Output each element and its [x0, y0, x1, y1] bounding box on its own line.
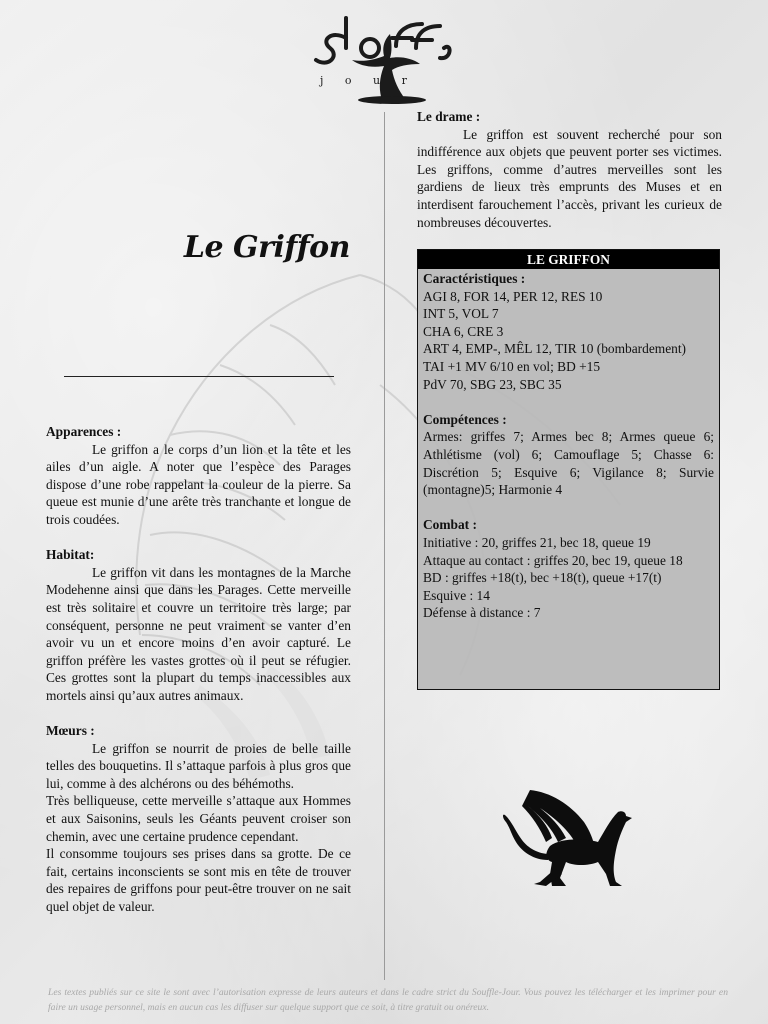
moeurs-text-2: Très belliqueuse, cette merveille s’attaque aux Hommes et aux Saisonins, seuls les Géants peuvent croiser son chemin, avec une certaine prudence cependant. [46, 793, 351, 844]
habitat-heading: Habitat: [46, 547, 95, 563]
competences-text: Armes: griffes 7; Armes bec 8; Armes queue 6; Athlétisme (vol) 6; Camouflage 5; Chasse 6: Discrétion 5; Esquive 6; Vigilance 8; Survie (montagne)5; Harmonie 4 [423, 429, 714, 498]
souffle-jour-logo [312, 8, 456, 106]
combat-line: Attaque au contact : griffes 20, bec 19, queue 18 [423, 552, 683, 568]
combat-heading: Combat : [423, 517, 477, 533]
competences-heading: Compétences : [423, 411, 507, 427]
column-divider [384, 112, 385, 980]
moeurs-heading: Mœurs : [46, 723, 95, 739]
drama-section [417, 108, 722, 231]
carac-line: INT 5, VOL 7 [423, 306, 499, 322]
combat-line: Initiative : 20, griffes 21, bec 18, queue 19 [423, 534, 651, 550]
apparences-text: Le griffon a le corps d’un lion et la tête et les ailes d’un aigle. A noter que l’espèce des Parages dispose d’une robe rappelant la couleur de la pierre. Sa queue est munie d’une arête très tranchante et longue de trois coudées. [46, 441, 351, 527]
griffin-silhouette-icon [500, 782, 635, 900]
carac-line: PdV 70, SBG 23, SBC 35 [423, 376, 562, 392]
carac-line: CHA 6, CRE 3 [423, 323, 504, 339]
combat-line: Défense à distance : 7 [423, 605, 541, 621]
carac-line: ART 4, EMP-, MÊL 12, TIR 10 (bombardement) [423, 341, 687, 357]
copyright-footer: Les textes publiés sur ce site le sont avec l’autorisation expresse de leurs auteurs et dans le cadre strict du Souffle-Jour. Vous pouvez les télécharger et les imprimer pour en faire un usage personnel, mais en aucun cas les diffuser sur quelque support que ce soit, à titre gratuit ou onéreux. [48, 987, 728, 1013]
stat-block [417, 249, 720, 690]
page-title: Le Griffon [183, 230, 350, 265]
stat-block-body [418, 269, 719, 622]
apparences-heading: Apparences : [46, 424, 122, 439]
carac-line: AGI 8, FOR 14, PER 12, RES 10 [423, 288, 603, 304]
drama-text: Le griffon est souvent recherché pour son indifférence aux objets que peuvent porter ses victimes. Les griffons, comme d’autres merveilles sont les gardiens de lieux très emprunts des Muses et en interdisent farouchement l’accès, privant les curieux de nombreuses découvertes. [417, 126, 722, 230]
caracteristiques-heading: Caractéristiques : [423, 271, 526, 286]
drama-heading: Le drame : [417, 109, 481, 124]
left-column [46, 423, 351, 916]
title-rule [64, 376, 334, 377]
combat-line: BD : griffes +18(t), bec +18(t), queue +17(t) [423, 570, 662, 586]
carac-line: TAI +1 MV 6/10 en vol; BD +15 [423, 358, 601, 374]
moeurs-text-3: Il consomme toujours ses prises dans sa grotte. De ce fait, certains inconscients se sont mis en tête de trouver des repaires de griffons pour peut-être trouver on ne sait quel objet de valeur. [46, 846, 351, 915]
logo-subtitle: j o u r [320, 74, 416, 87]
combat-line: Esquive : 14 [423, 587, 490, 603]
moeurs-text-1: Le griffon se nourrit de proies de belle taille telles des bouquetins. Il s’attaque parfois à plus gros que lui, comme à des alchérons ou des béhémoths. [46, 740, 351, 791]
stat-block-title: LE GRIFFON [418, 250, 719, 269]
habitat-text: Le griffon vit dans les montagnes de la Marche Modehenne ainsi que dans les Parages. Cette merveille est très solitaire et couvre un territoire très large; par conséquent, personne ne peut vraiment se vanter d’en avoir vu un et encore moins d’en avoir capturé. Le griffon préfère les vastes grottes où il peut se réfugier. Ces grottes sont la plupart du temps inaccessibles aux mortels ainsi qu’aux autres animaux. [46, 564, 351, 703]
